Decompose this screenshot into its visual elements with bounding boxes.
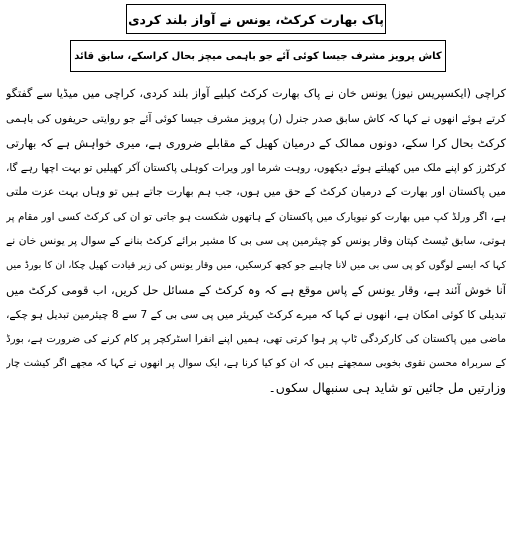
body-line: میں پاکستان اور بھارت کے درمیان کرکٹ کے حق میں ہوں، جب ہم بھارت جاتے ہیں تو وہاں بہت عزت ملتی [6,185,506,198]
body-line: تبدیلی کا کوئی امکان ہے، انھوں نے کہا کہ میرے کرکٹ کیریئر میں پی سی بی کے 7 سے 8 چیئرمین تبدیل ہو چکے، [6,308,506,321]
body-line: ہے، اگر ورلڈ کپ میں بھارت کو نیویارک میں پاکستان کے ہاتھوں شکست ہو جاتی تو ان کی کرکٹ کسی اور مقام پر [6,210,506,223]
body-line: کے سربراہ محسن نقوی بخوبی سمجھتے ہیں کہ ان کو کیا کرنا ہے، ایک سوال پر انھوں نے کہا کہ مجھے اگر کیشت چار [6,357,506,369]
headline: پاک بھارت کرکٹ، یونس نے آواز بلند کردی [128,11,384,27]
body-line: کرتے ہوئے انھوں نے کہا کہ کاش سابق صدر جنرل (ر) پرویز مشرف جیسا کوئی آئے جو روایتی حریفوں کی باہمی [6,112,506,125]
body-line: ہوتی، سابق ٹیسٹ کپتان وقار یونس کو چیئرمین پی سی بی کا مشیر برائے کرکٹ بنانے کے سوال پر یونس خان نے [6,235,506,247]
body-line: کہا کہ ایسے لوگوں کو پی سی بی میں لانا چاہیے جو کچھ کرسکیں، میں وقار یونس کی زیر قیادت کھیل چکا، ان کا بورڈ میں [6,259,506,271]
subheadline: کاش پرویز مشرف جیسا کوئی آئے جو باہمی میچز بحال کراسکے، سابق قائد [74,50,442,62]
body-line: ماضی میں پاکستان کی کارکردگی ٹاپ پر ہوا کرتی تھی، ہمیں اپنے انفرا اسٹرکچر پر کام کرنے کی ضرورت ہے، بورڈ [6,333,506,345]
body-line: کرکٹ بحال کرا سکے، دونوں ممالک کے درمیان کھیل کے مقابلے ضروری ہے، میری خواہش ہے کہ بھارتی [6,136,506,150]
body-line: وزارتیں مل جائیں تو شاید ہی سنبھال سکوں۔ [268,380,506,395]
subheadline-box [70,40,446,72]
body-line: کراچی (ایکسپریس نیوز) یونس خان نے پاک بھارت کرکٹ کیلیے آواز بلند کردی، کراچی میں میڈیا سے گفتگو [6,87,506,100]
headline-box [126,4,386,34]
body-line: آنا خوش آئند ہے، وقار یونس کے پاس موقع ہے کہ وہ کرکٹ کے مسائل حل کریں، اب قومی کرکٹ میں [6,283,506,297]
article-body [6,82,506,401]
body-line: کرکٹرز کو اپنے ملک میں کھیلتے ہوئے دیکھوں، روہت شرما اور ویرات کوہلی پاکستان آکر کھیلیں تو بہت اچھا رہے گا، [6,161,506,174]
